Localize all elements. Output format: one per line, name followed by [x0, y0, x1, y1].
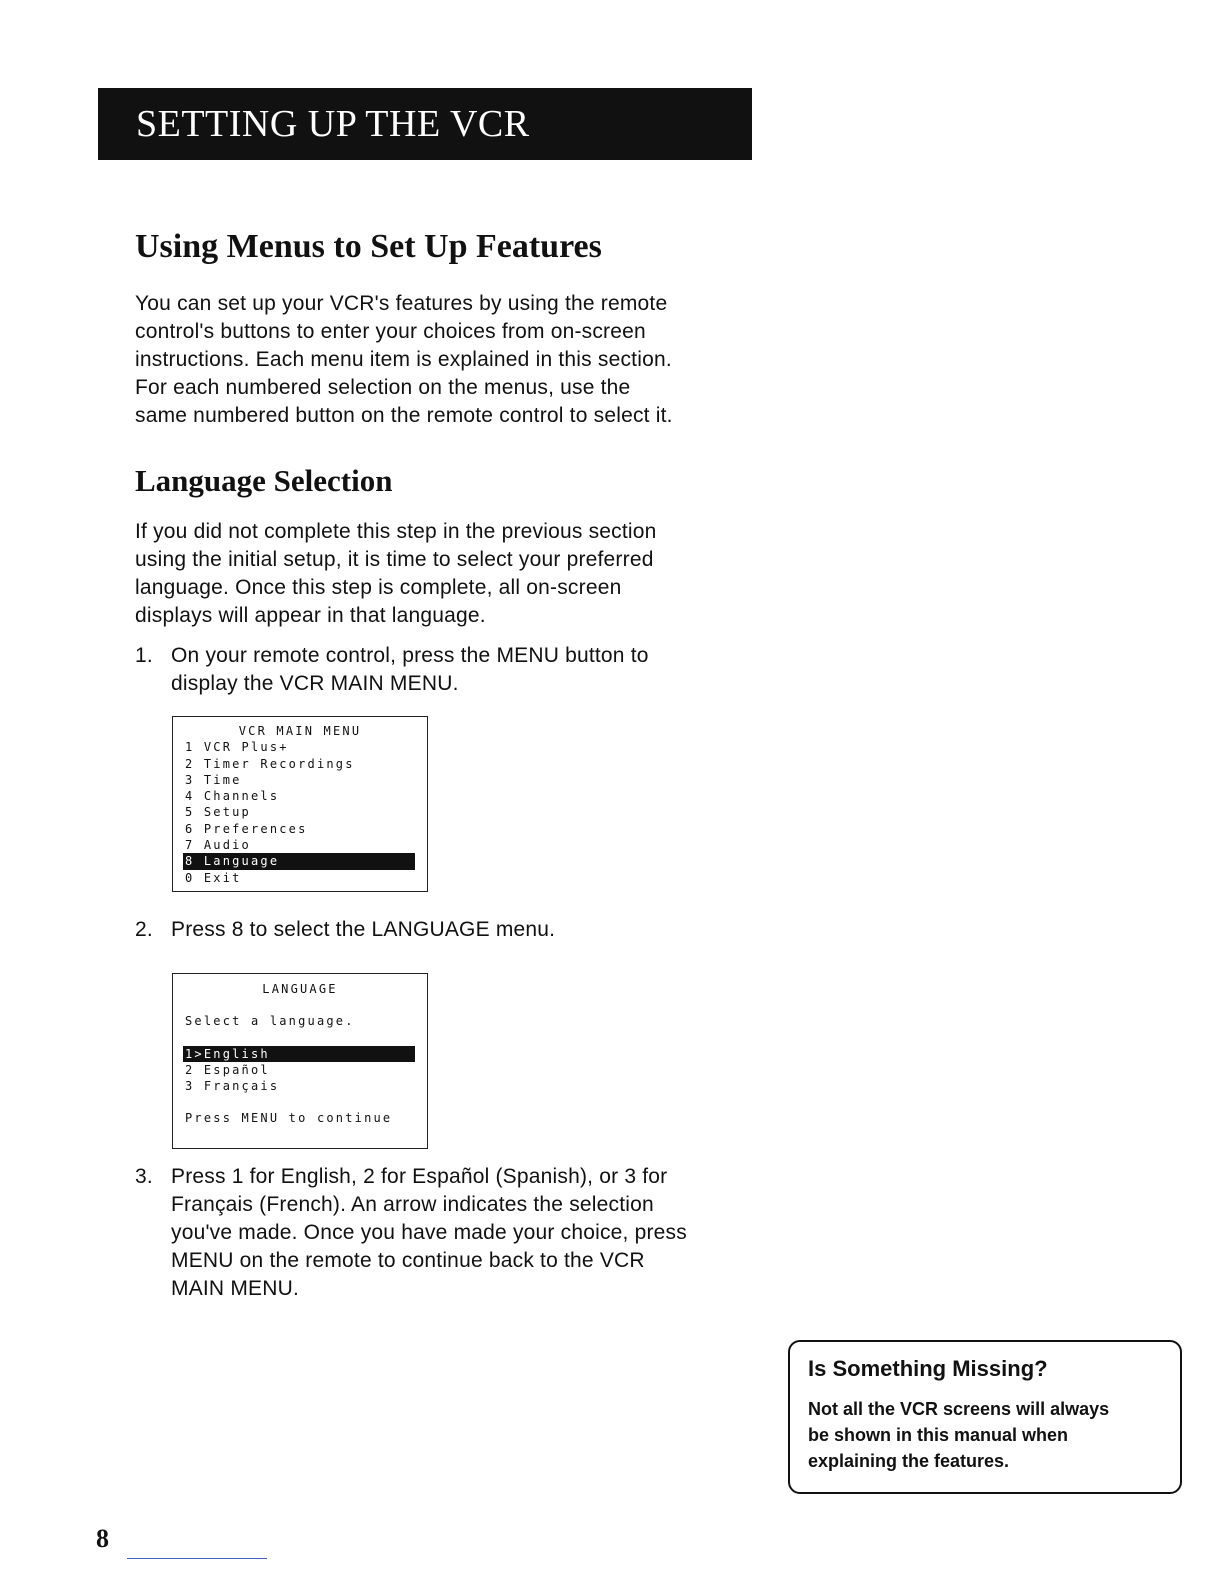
language-menu-screen	[172, 973, 428, 1149]
step-number: 3.	[135, 1165, 153, 1188]
screen-footer: Press MENU to continue	[185, 1111, 393, 1126]
step-line: you've made. Once you have made your choice, press	[171, 1221, 687, 1244]
step-text	[171, 916, 755, 944]
vcr-main-menu-screen	[172, 716, 428, 892]
step-line: Français (French). An arrow indicates the selection	[171, 1193, 654, 1216]
step-line: display the VCR MAIN MENU.	[171, 672, 459, 695]
screen-title: VCR MAIN MENU	[238, 724, 362, 738]
screen-title: LANGUAGE	[262, 982, 338, 996]
language-line: language. Once this step is complete, all on-screen	[135, 576, 622, 599]
section-heading-language: Language Selection	[135, 463, 393, 498]
intro-line: same numbered button on the remote control to select it.	[135, 404, 673, 427]
footer-rule	[127, 1558, 267, 1559]
language-paragraph	[135, 518, 755, 630]
menu-item-time: 3 Time	[185, 772, 242, 787]
step-text	[171, 1163, 755, 1303]
option-espanol: 2 Español	[185, 1062, 270, 1077]
section-heading-menus: Using Menus to Set Up Features	[135, 228, 602, 265]
option-english-highlighted: 1>English	[183, 1046, 415, 1062]
menu-item-channels: 4 Channels	[185, 789, 280, 804]
menu-item-vcr-plus: 1 VCR Plus+	[185, 740, 289, 755]
note-body	[808, 1396, 1162, 1474]
step-line: Press 8 to select the LANGUAGE menu.	[171, 918, 556, 941]
language-line: displays will appear in that language.	[135, 604, 486, 627]
note-line: be shown in this manual when	[808, 1425, 1069, 1445]
option-francais: 3 Français	[185, 1079, 280, 1094]
step-3	[135, 1163, 755, 1303]
language-line: If you did not complete this step in the previous section	[135, 520, 657, 543]
note-sidebar	[788, 1340, 1182, 1494]
intro-line: instructions. Each menu item is explained in this section.	[135, 348, 672, 371]
language-line: using the initial setup, it is time to select your preferred	[135, 548, 654, 571]
step-line: Press 1 for English, 2 for Español (Spanish), or 3 for	[171, 1165, 668, 1188]
intro-line: For each numbered selection on the menus, use the	[135, 376, 631, 399]
menu-item-exit: 0 Exit	[185, 870, 242, 885]
intro-paragraph	[135, 290, 755, 430]
screen-prompt: Select a language.	[185, 1014, 355, 1029]
chapter-title: SETTING UP THE VCR	[136, 103, 530, 145]
step-1	[135, 642, 755, 698]
menu-item-language-highlighted: 8 Language	[183, 853, 415, 869]
step-number: 2.	[135, 918, 153, 941]
menu-item-preferences: 6 Preferences	[185, 821, 308, 836]
step-number: 1.	[135, 644, 153, 667]
menu-item-audio: 7 Audio	[185, 838, 251, 853]
note-title: Is Something Missing?	[808, 1356, 1048, 1381]
note-line: Not all the VCR screens will always	[808, 1399, 1110, 1419]
intro-line: control's buttons to enter your choices from on-screen	[135, 320, 646, 343]
step-2	[135, 916, 755, 944]
step-line: On your remote control, press the MENU button to	[171, 644, 649, 667]
step-text	[171, 642, 755, 698]
menu-item-setup: 5 Setup	[185, 805, 251, 820]
chapter-banner	[98, 88, 752, 160]
menu-item-timer-recordings: 2 Timer Recordings	[185, 756, 355, 771]
note-line: explaining the features.	[808, 1451, 1010, 1471]
intro-line: You can set up your VCR's features by using the remote	[135, 292, 668, 315]
page-number: 8	[96, 1524, 109, 1553]
step-line: MAIN MENU.	[171, 1277, 299, 1300]
step-line: MENU on the remote to continue back to the VCR	[171, 1249, 645, 1272]
